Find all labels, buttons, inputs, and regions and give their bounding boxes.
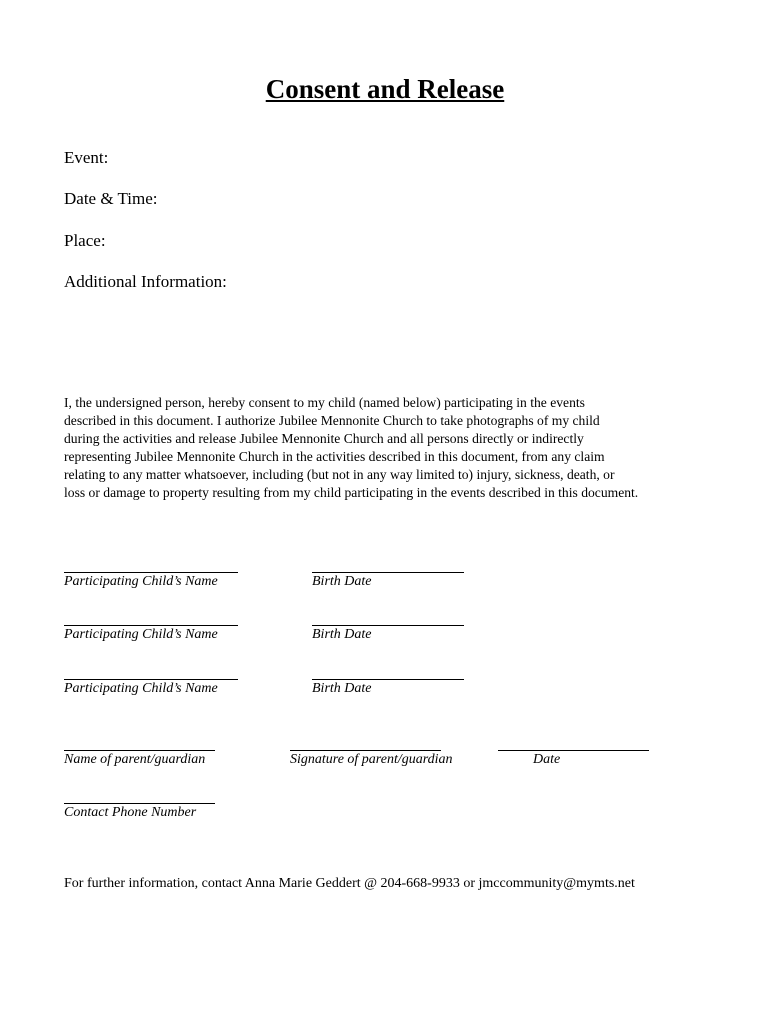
parent-name-signature-line[interactable] — [64, 750, 215, 751]
footer-contact-info: For further information, contact Anna Marie Geddert @ 204-668-9933 or jmccommunity@mymts.net — [64, 876, 635, 891]
birth-date-signature-line[interactable] — [312, 679, 464, 680]
consent-paragraph — [64, 394, 714, 502]
place-field-label: Place: — [64, 231, 106, 250]
event-field-label: Event: — [64, 148, 109, 167]
consent-line: described in this document. I authorize Jubilee Mennonite Church to take photographs of my child — [64, 413, 600, 428]
date-caption: Date — [533, 752, 561, 767]
parent-name-caption: Name of parent/guardian — [64, 752, 206, 767]
document-title: Consent and Release — [265, 74, 505, 104]
consent-line: I, the undersigned person, hereby consent to my child (named below) participating in the events — [64, 395, 585, 410]
child-name-signature-line[interactable] — [64, 679, 238, 680]
birth-date-caption: Birth Date — [312, 574, 372, 589]
consent-line: loss or damage to property resulting from my child participating in the events described in this document. — [64, 485, 639, 500]
child-name-caption: Participating Child’s Name — [64, 574, 218, 589]
child-name-signature-line[interactable] — [64, 625, 238, 626]
date-signature-line[interactable] — [498, 750, 649, 751]
child-name-caption: Participating Child’s Name — [64, 681, 218, 696]
consent-line: relating to any matter whatsoever, including (but not in any way limited to) injury, sickness, death, or — [64, 467, 615, 482]
birth-date-caption: Birth Date — [312, 627, 372, 642]
birth-date-signature-line[interactable] — [312, 572, 464, 573]
consent-line: during the activities and release Jubilee Mennonite Church and all persons directly or indirectly — [64, 431, 584, 446]
consent-line: representing Jubilee Mennonite Church in the activities described in this document, from any claim — [64, 449, 605, 464]
child-name-caption: Participating Child’s Name — [64, 627, 218, 642]
date-time-field-label: Date & Time: — [64, 189, 158, 208]
parent-signature-caption: Signature of parent/guardian — [290, 752, 453, 767]
additional-info-field-label: Additional Information: — [64, 272, 227, 291]
birth-date-signature-line[interactable] — [312, 625, 464, 626]
birth-date-caption: Birth Date — [312, 681, 372, 696]
contact-phone-signature-line[interactable] — [64, 803, 215, 804]
child-name-signature-line[interactable] — [64, 572, 238, 573]
contact-phone-caption: Contact Phone Number — [64, 805, 197, 820]
parent-signature-line[interactable] — [290, 750, 441, 751]
